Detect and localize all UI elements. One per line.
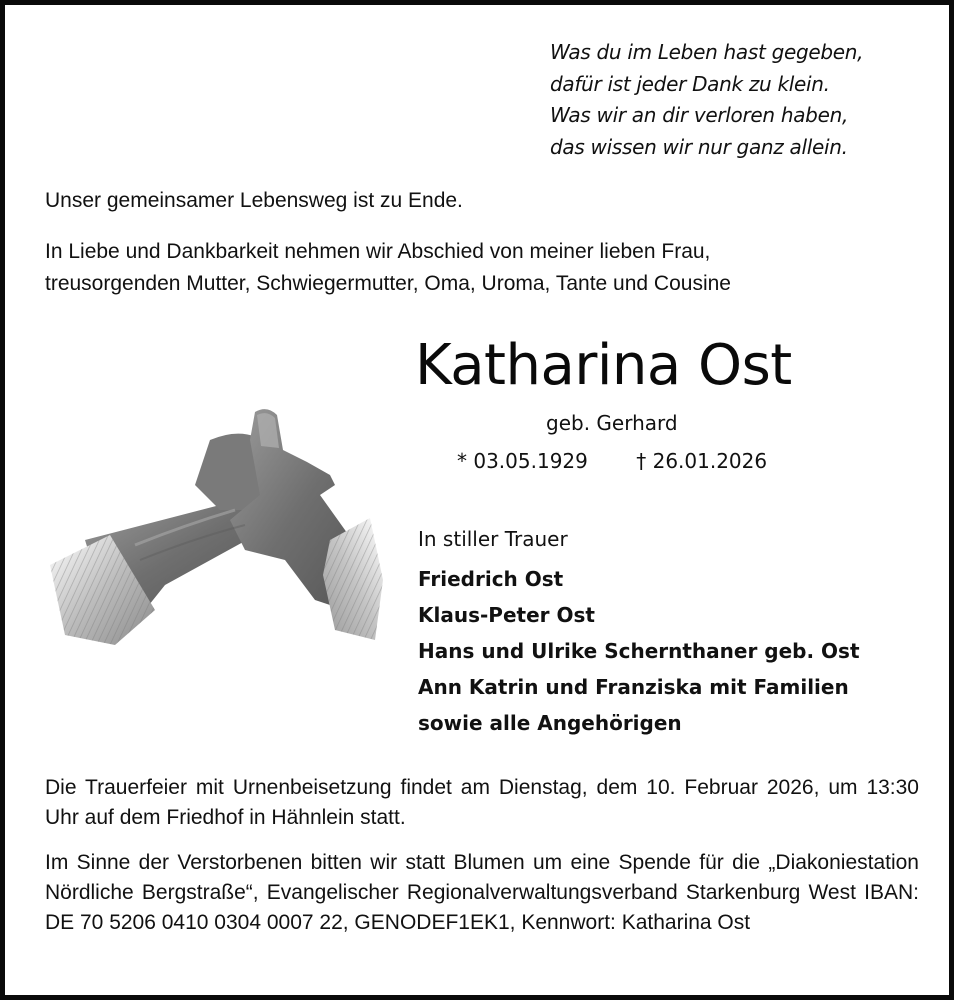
deceased-name: Katharina Ost	[415, 333, 792, 398]
mourner-name: Klaus-Peter Ost	[418, 603, 595, 627]
intro-sentence: Unser gemeinsamer Lebensweg ist zu Ende.	[45, 189, 463, 212]
poem-line: Was wir an dir verloren haben,	[550, 103, 849, 127]
donation-notice: Im Sinne der Verstorbenen bitten wir statt Blumen um eine Spende für die „Diakoniestation Nördliche Bergstraße“, Evangelischer Regionalverwaltungsverband Starkenburg West IBAN: DE 70 5206 0410 0304 0007 22, GENODEF1EK1, Kennwort: Katharina Ost	[45, 851, 919, 934]
poem-line: Was du im Leben hast gegeben,	[550, 40, 864, 64]
poem-line: das wissen wir nur ganz allein.	[550, 134, 848, 159]
mourner-name: sowie alle Angehörigen	[418, 711, 682, 735]
intro-line: In Liebe und Dankbarkeit nehmen wir Abschied von meiner lieben Frau,	[45, 240, 711, 263]
death-date: 26.01.2026	[652, 449, 768, 473]
mourners-list	[418, 561, 860, 741]
clasped-hands-photo	[45, 400, 385, 650]
life-dates	[457, 449, 767, 473]
mourner-name: Friedrich Ost	[418, 567, 564, 591]
cross-icon: †	[636, 449, 647, 473]
birth-date: 03.05.1929	[473, 449, 588, 473]
poem-line: dafür ist jeder Dank zu klein.	[550, 71, 830, 96]
intro-farewell	[45, 236, 731, 300]
mourner-name: Ann Katrin und Franziska mit Familien	[418, 675, 849, 699]
mourner-name: Hans und Ulrike Schernthaner geb. Ost	[418, 639, 860, 663]
intro-line: treusorgenden Mutter, Schwiegermutter, Oma, Uroma, Tante und Cousine	[45, 272, 731, 295]
poem	[550, 37, 863, 163]
hands-image-icon	[45, 400, 385, 650]
birth-name: geb. Gerhard	[546, 411, 678, 435]
funeral-notice: Die Trauerfeier mit Urnenbeisetzung findet am Dienstag, dem 10. Februar 2026, um 13:30 Uhr auf dem Friedhof in Hähnlein statt.	[45, 776, 919, 829]
birth-symbol: *	[457, 449, 467, 473]
mourners-intro: In stiller Trauer	[418, 527, 568, 551]
